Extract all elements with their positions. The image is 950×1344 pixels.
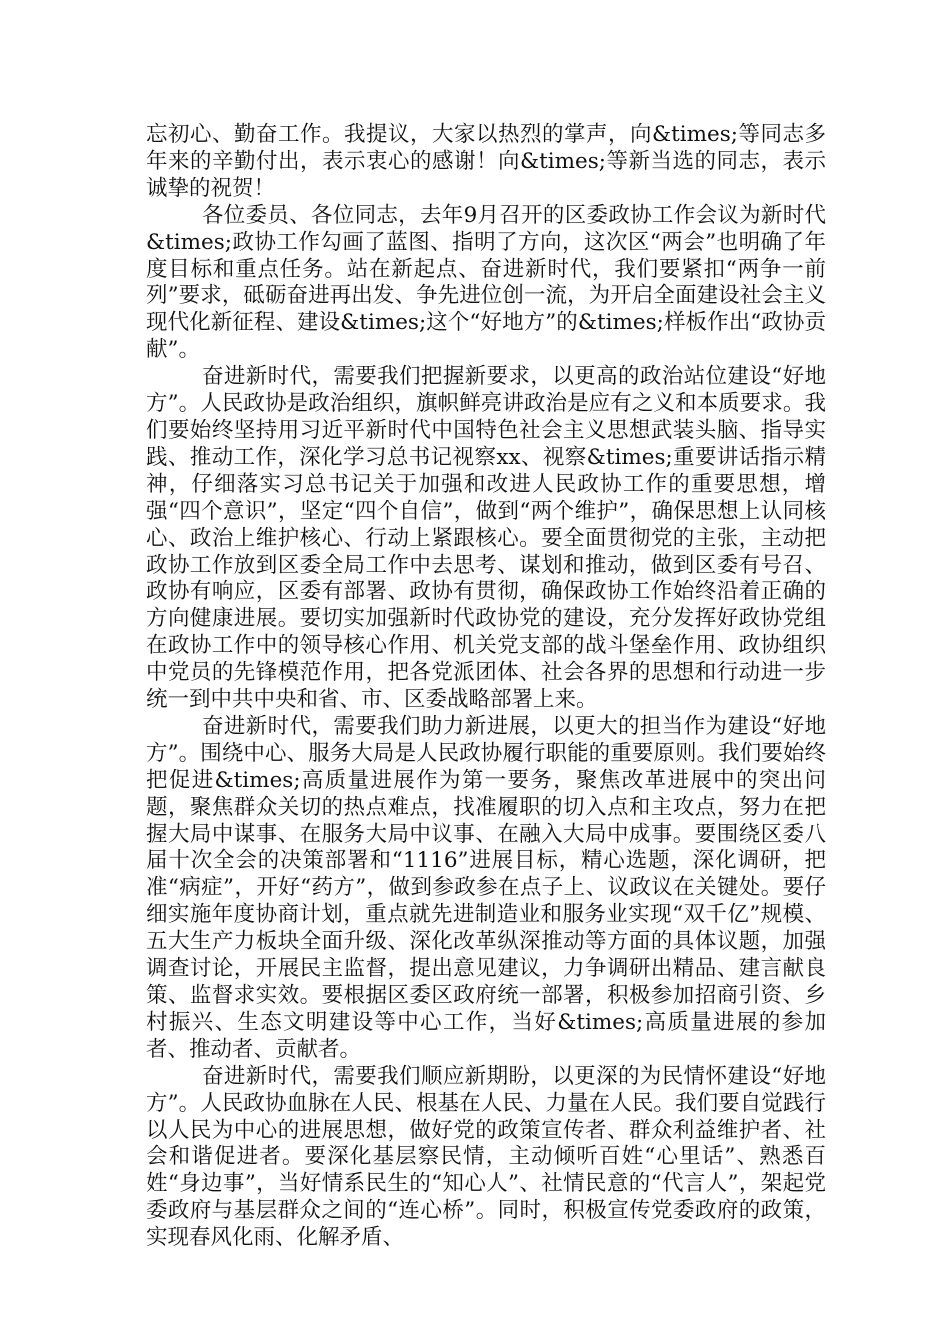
paragraph-5: 奋进新时代，需要我们顺应新期盼，以更深的为民情怀建设“好地方”。人民政协血脉在人民、根基在人民、力量在人民。我们要自觉践行以人民为中心的进展思想，做好党的政策宣传者、群众利益维护者、社会和谐促进者。要深化基层察民情，主动倾听百姓“心里话”、熟悉百姓“身边事”，当好情系民生的“知心人”、社情民意的“代言人”，架起党委政府与基层群众之间的“连心桥”。同时，积极宣传党委政府的政策，实现春风化雨、化解矛盾、 <box>146 1063 826 1251</box>
paragraph-1: 忘初心、勤奋工作。我提议，大家以热烈的掌声，向&times;等同志多年来的辛勤付出，表示衷心的感谢！向&times;等新当选的同志，表示诚挚的祝贺！ <box>146 122 826 201</box>
paragraph-3: 奋进新时代，需要我们把握新要求，以更高的政治站位建设“好地方”。人民政协是政治组织，旗帜鲜亮讲政治是应有之义和本质要求。我们要始终坚持用习近平新时代中国特色社会主义思想武装头脑、指导实践、推动工作，深化学习总书记视察xx、视察&times;重要讲话指示精神，仔细落实习总书记关于加强和改进人民政协工作的重要思想，增强“四个意识”，坚定“四个自信”，做到“两个维护”，确保思想上认同核心、政治上维护核心、行动上紧跟核心。要全面贯彻党的主张，主动把政协工作放到区委全局工作中去思考、谋划和推动，做到区委有号召、政协有响应，区委有部署、政协有贯彻，确保政协工作始终沿着正确的方向健康进展。要切实加强新时代政协党的建设，充分发挥好政协党组在政协工作中的领导核心作用、机关党支部的战斗堡垒作用、政协组织中党员的先锋模范作用，把各党派团体、社会各界的思想和行动进一步统一到中共中央和省、市、区委战略部署上来。 <box>146 364 826 713</box>
paragraph-4: 奋进新时代，需要我们助力新进展，以更大的担当作为建设“好地方”。围绕中心、服务大局是人民政协履行职能的重要原则。我们要始终把促进&times;高质量进展作为第一要务，聚焦改革进展中的突出问题，聚焦群众关切的热点难点，找准履职的切入点和主攻点，努力在把握大局中谋事、在服务大局中议事、在融入大局中成事。要围绕区委八届十次全会的决策部署和“1116”进展目标，精心选题，深化调研，把准“病症”，开好“药方”，做到参政参在点子上、议政议在关键处。要仔细实施年度协商计划，重点就先进制造业和服务业实现“双千亿”规模、五大生产力板块全面升级、深化改革纵深推动等方面的具体议题，加强调查讨论，开展民主监督，提出意见建议，力争调研出精品、建言献良策、监督求实效。要根据区委区政府统一部署，积极参加招商引资、乡村振兴、生态文明建设等中心工作，当好&times;高质量进展的参加者、推动者、贡献者。 <box>146 713 826 1062</box>
document-body <box>146 122 826 1252</box>
paragraph-2: 各位委员、各位同志，去年9月召开的区委政协工作会议为新时代&times;政协工作勾画了蓝图、指明了方向，这次区“两会”也明确了年度目标和重点任务。站在新起点、奋进新时代，我们要紧扣“两争一前列”要求，砥砺奋进再出发、争先进位创一流，为开启全面建设社会主义现代化新征程、建设&times;这个“好地方”的&times;样板作出“政协贡献”。 <box>146 202 826 363</box>
